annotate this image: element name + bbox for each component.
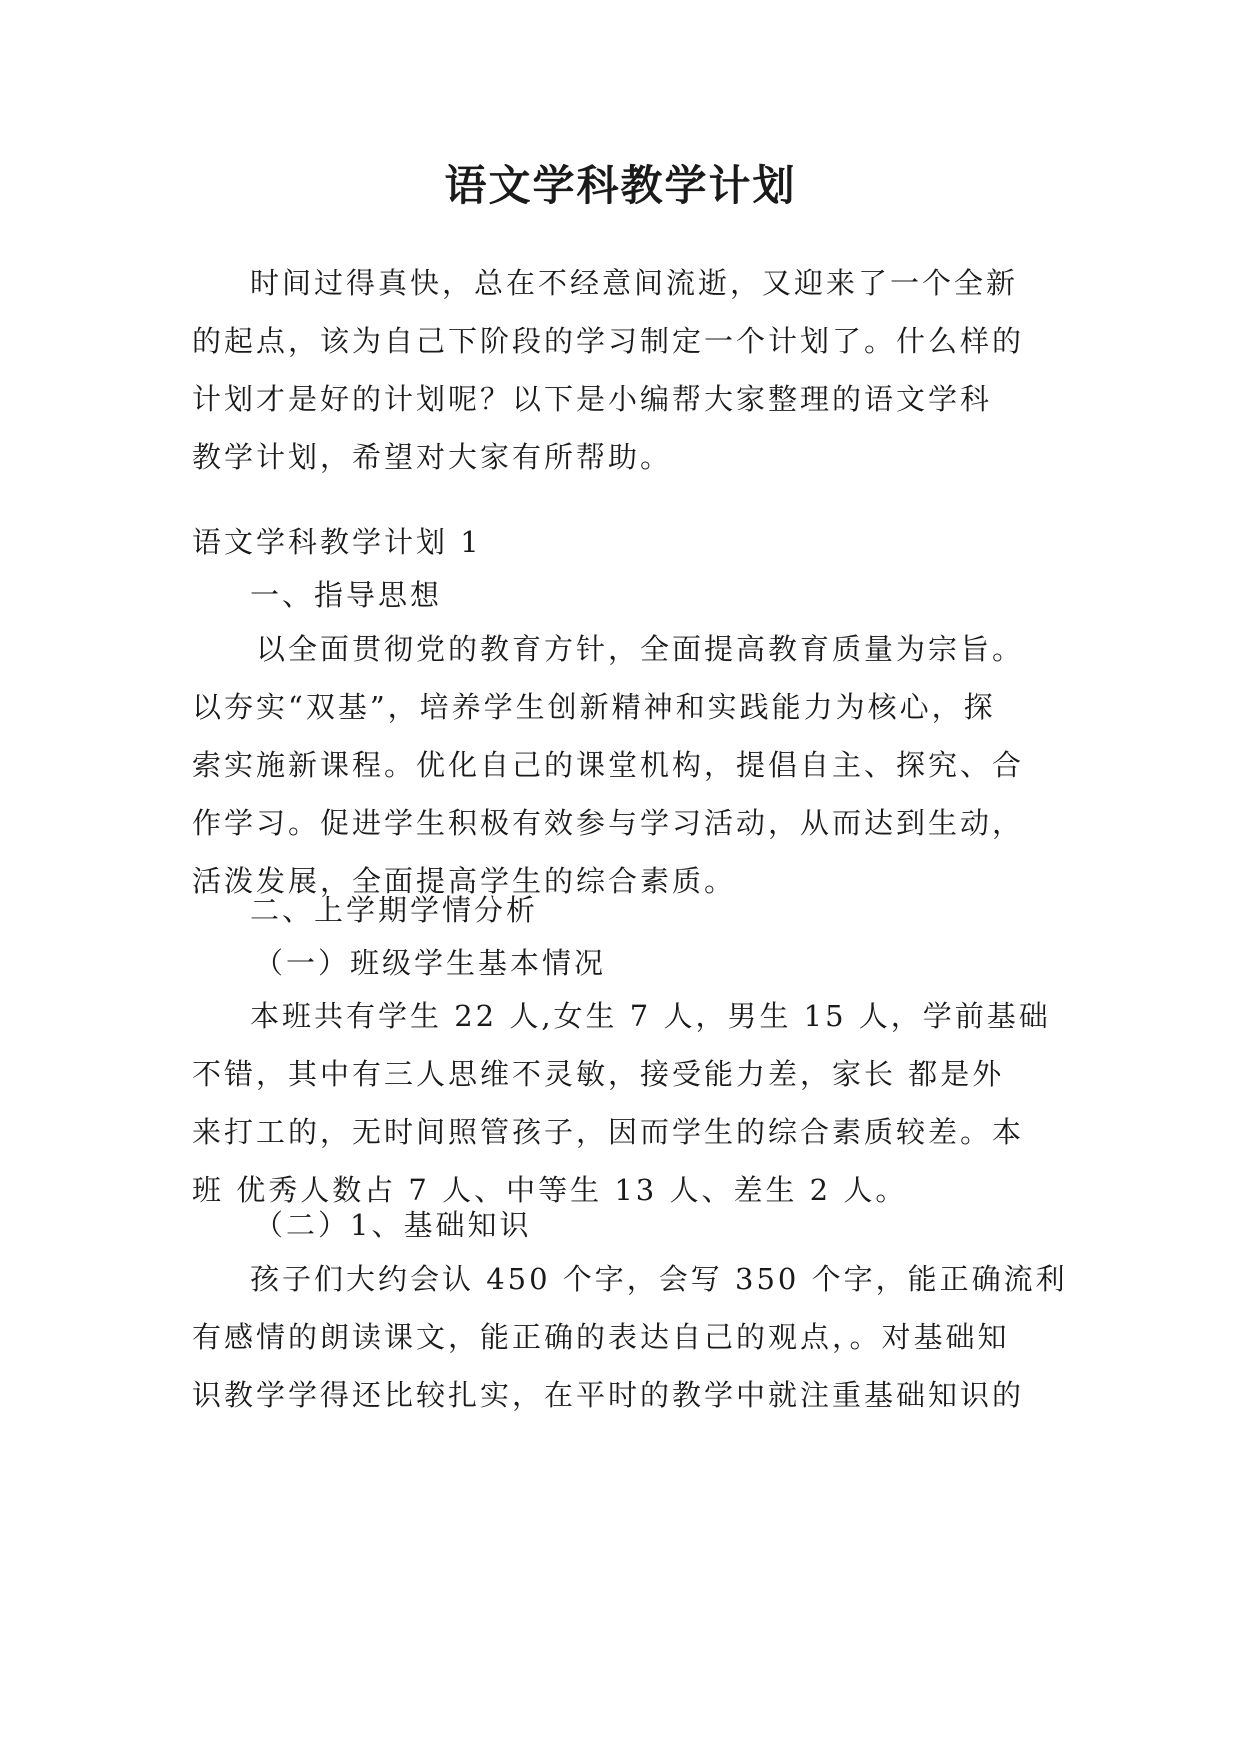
paragraph-line: 索实施新课程。优化自己的课堂机构，提倡自主、探究、合 <box>192 748 1025 782</box>
document-title: 语文学科教学计划 <box>444 161 797 210</box>
heading-learning-analysis: 二、上学期学情分析 <box>250 893 539 927</box>
paragraph-line: 孩子们大约会认 450 个字，会写 350 个字，能正确流利 <box>250 1262 1068 1296</box>
paragraph-line: 班 优秀人数占 7 人、中等生 13 人、差生 2 人。 <box>192 1173 908 1207</box>
paragraph-line: 作学习。促进学生积极有效参与学习活动，从而达到生动， <box>192 806 1025 840</box>
paragraph-line: 活泼发展，全面提高学生的综合素质。 <box>192 864 737 898</box>
subheading-class-overview: （一）班级学生基本情况 <box>254 946 607 980</box>
intro-line: 时间过得真快，总在不经意间流逝，又迎来了一个全新 <box>250 266 1019 300</box>
paragraph-line: 本班共有学生 22 人,女生 7 人，男生 15 人，学前基础 <box>250 999 1051 1033</box>
intro-paragraph <box>192 254 1048 486</box>
heading-guiding-ideology: 一、指导思想 <box>250 578 443 612</box>
intro-line: 的起点，该为自己下阶段的学习制定一个计划了。什么样的 <box>192 324 1025 358</box>
class-overview-paragraph <box>192 987 1051 1219</box>
paragraph-line: 识教学学得还比较扎实，在平时的教学中就注重基础知识的 <box>192 1378 1025 1412</box>
paragraph-line: 以全面贯彻党的教育方针，全面提高教育质量为宗旨。 <box>256 632 1025 666</box>
paragraph-line: 不错，其中有三人思维不灵敏，接受能力差，家长 都是外 <box>192 1057 1005 1091</box>
paragraph-line: 有感情的朗读课文，能正确的表达自己的观点，。对基础知 <box>192 1320 1010 1354</box>
paragraph-line: 来打工的，无时间照管孩子，因而学生的综合素质较差。本 <box>192 1115 1025 1149</box>
section-title: 语文学科教学计划 1 <box>192 525 482 559</box>
basic-knowledge-paragraph <box>192 1250 1068 1424</box>
intro-line: 教学计划，希望对大家有所帮助。 <box>192 440 673 474</box>
paragraph-line: 以夯实“双基”，培养学生创新精神和实践能力为核心，探 <box>192 690 996 724</box>
subheading-basic-knowledge: （二）1、基础知识 <box>254 1208 532 1242</box>
intro-line: 计划才是好的计划呢？以下是小编帮大家整理的语文学科 <box>192 382 993 416</box>
guiding-ideology-paragraph <box>192 620 1048 910</box>
